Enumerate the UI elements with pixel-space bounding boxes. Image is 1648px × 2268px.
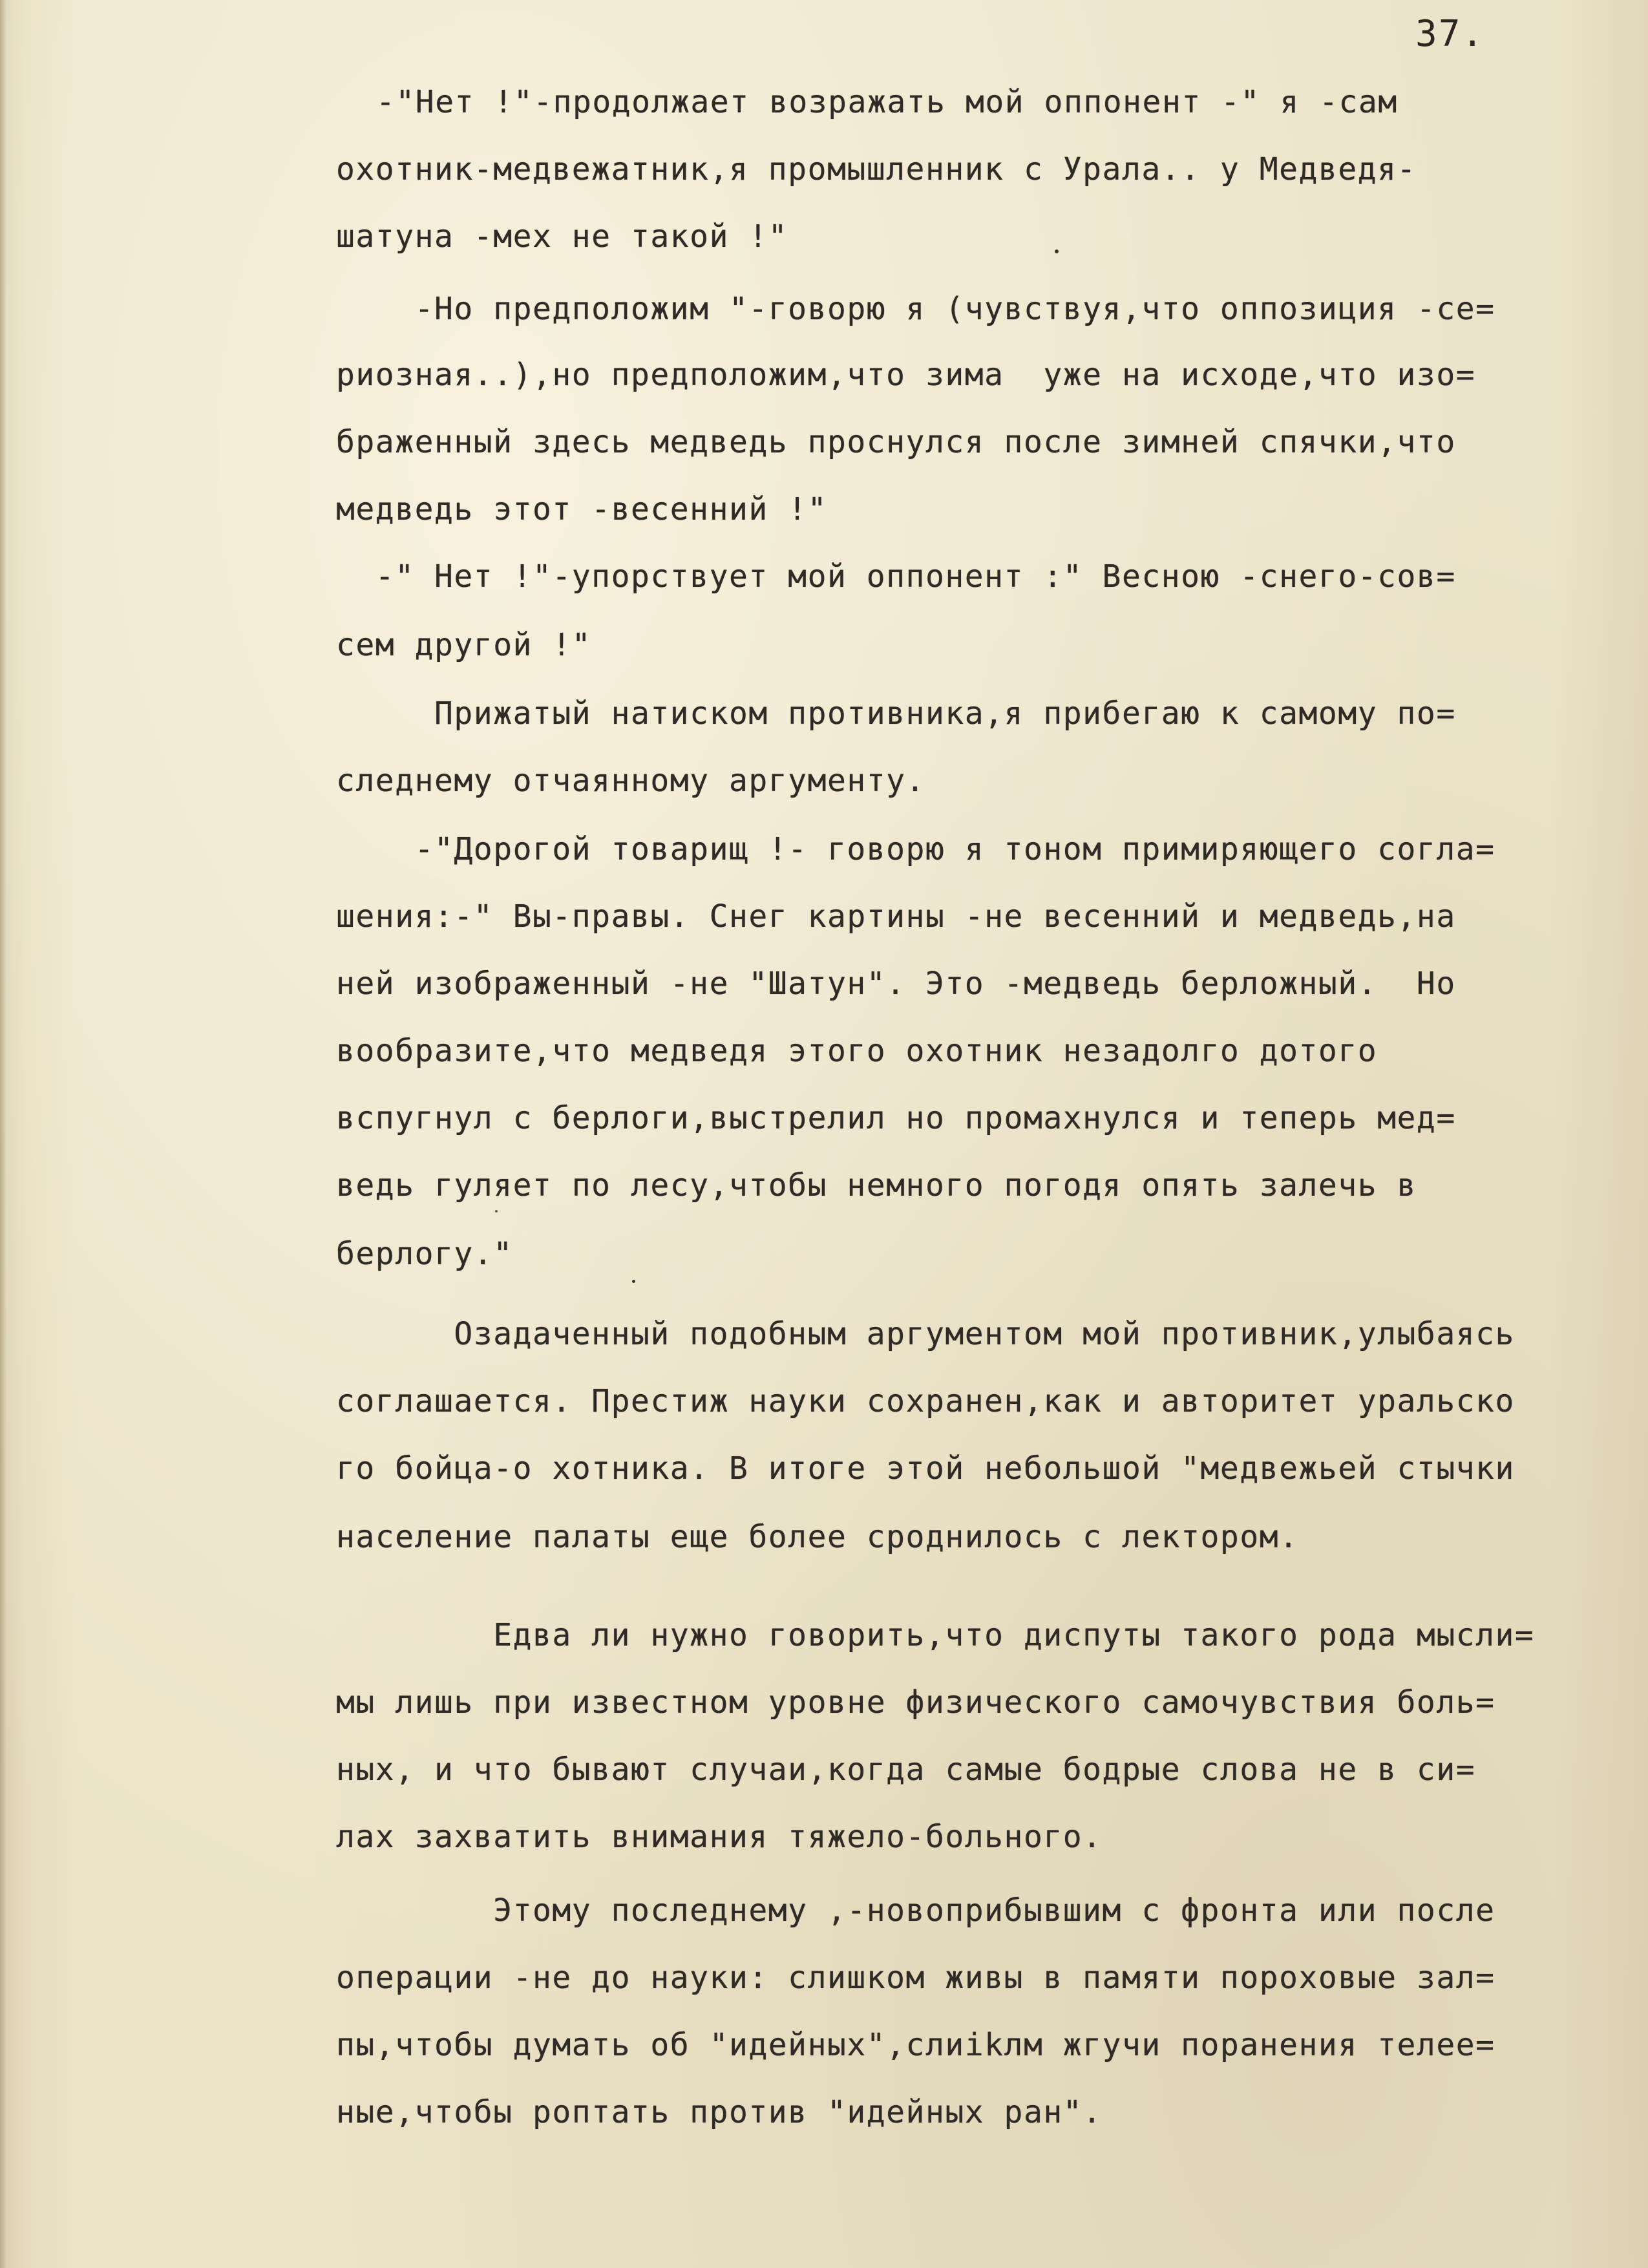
text-line: Едва ли нужно говорить,что диспуты такого рода мысли= bbox=[336, 1617, 1535, 1653]
text-line: операции -не до науки: слишком живы в памяти пороховые зал= bbox=[336, 1960, 1495, 1996]
text-line: ней изображенный -не "Шатун". Это -медведь берложный. Но bbox=[336, 966, 1456, 1002]
text-line: вспугнул с берлоги,выстрелил но промахнулся и теперь мед= bbox=[336, 1100, 1456, 1136]
text-line: Озадаченный подобным аргументом мой противник,улыбаясь bbox=[336, 1316, 1515, 1352]
ink-speck bbox=[495, 1210, 498, 1213]
text-line: браженный здесь медведь проснулся после зимней спячки,что bbox=[336, 424, 1456, 460]
text-line: -" Нет !"-упорствует мой оппонент :" Весною -снего-сов= bbox=[336, 558, 1456, 595]
ink-speck bbox=[632, 1280, 635, 1283]
page-number: 37. bbox=[1415, 13, 1485, 55]
text-line: шения:-" Вы-правы. Снег картины -не весенний и медведь,на bbox=[336, 898, 1456, 935]
text-line: ных, и что бывают случаи,когда самые бодрые слова не в си= bbox=[336, 1752, 1476, 1788]
text-line: следнему отчаянному аргументу. bbox=[336, 763, 925, 799]
text-line: Этому последнему ,-новоприбывшим с фронта или после bbox=[336, 1892, 1495, 1929]
text-line: го бойца-о хотника. В итоге этой небольшой "медвежьей стычки bbox=[336, 1450, 1515, 1487]
text-line: риозная..),но предположим,что зима уже на исходе,что изо= bbox=[336, 357, 1476, 393]
text-line: Прижатый натиском противника,я прибегаю к самому по= bbox=[336, 695, 1456, 732]
text-line: -"Дорогой товарищ !- говорю я тоном примиряющего согла= bbox=[336, 831, 1495, 867]
text-line: население палаты еще более сроднилось с лектором. bbox=[336, 1519, 1299, 1555]
ink-speck bbox=[1055, 249, 1059, 253]
page-edge-shadow bbox=[0, 0, 6, 2268]
text-line: берлогу." bbox=[336, 1236, 513, 1272]
text-line: шатуна -мех не такой !" bbox=[336, 218, 788, 255]
text-line: -"Нет !"-продолжает возражать мой оппонент -" я -сам bbox=[376, 84, 1398, 120]
text-line: мы лишь при известном уровне физического самочувствия боль= bbox=[336, 1684, 1495, 1721]
text-line: ные,чтобы роптать против "идейных ран". bbox=[336, 2094, 1103, 2130]
text-line: сем другой !" bbox=[336, 627, 592, 663]
text-line: пы,чтобы думать об "идейных",слиikлм жгучи поранения телее= bbox=[336, 2027, 1495, 2063]
text-line: вообразите,что медведя этого охотник незадолго дотого bbox=[336, 1033, 1378, 1069]
text-line: соглашается. Престиж науки сохранен,как и авторитет уральско bbox=[336, 1383, 1515, 1419]
text-line: -Но предположим "-говорю я (чувствуя,что оппозиция -се= bbox=[336, 291, 1495, 327]
text-line: медведь этот -весенний !" bbox=[336, 491, 827, 527]
text-line: охотник-медвежатник,я промышленник с Урала.. у Медведя- bbox=[336, 151, 1417, 187]
text-line: лах захватить внимания тяжело-больного. bbox=[336, 1819, 1103, 1855]
text-line: ведь гуляет по лесу,чтобы немного погодя опять залечь в bbox=[336, 1167, 1417, 1203]
